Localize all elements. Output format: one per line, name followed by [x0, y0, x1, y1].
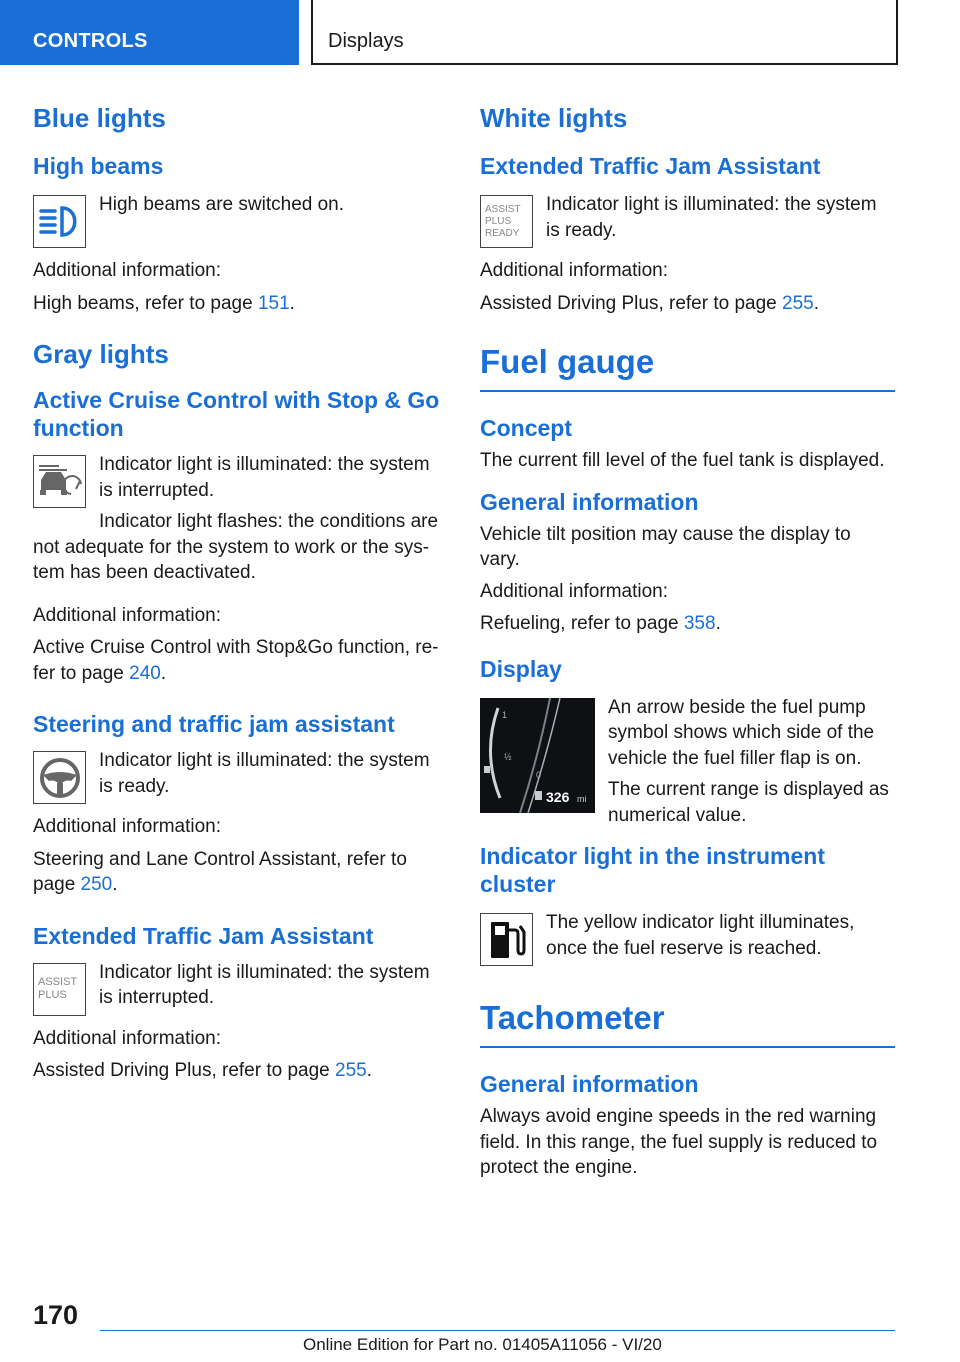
general-info-text: Vehicle tilt position may cause the display to vary.: [480, 523, 851, 570]
gauge-mark-1: 1: [502, 709, 508, 720]
etja-white-ref: Assisted Driving Plus, refer to page 255.: [480, 292, 820, 314]
high-beams-ref: High beams, refer to page 151.: [33, 292, 295, 314]
display-heading: Display: [480, 655, 562, 682]
display-item: [480, 695, 895, 829]
chapter-tab: [311, 0, 898, 65]
high-beams-text: High beams are switched on.: [99, 194, 345, 215]
left-column: [33, 100, 443, 1084]
etja-gray-item: [33, 960, 443, 1022]
etja-white-add-info: Additional information:: [480, 260, 668, 281]
page-link-255[interactable]: 255: [335, 1060, 367, 1081]
page-link-151[interactable]: 151: [257, 292, 290, 314]
cruise-control-icon: [33, 455, 86, 508]
gauge-mark-half: ½: [504, 751, 512, 762]
etja-gray-text: Indicator light is illuminated: the system is interrupted.: [99, 961, 430, 1008]
acc-ref: Active Cruise Control with Stop&Go function, re-fer to page 240.: [33, 637, 439, 684]
steering-wheel-icon: [33, 751, 86, 804]
high-beams-heading: High beams: [33, 153, 164, 179]
acc-heading: Active Cruise Control with Stop & Go function: [33, 387, 440, 441]
concept-text: The current fill level of the fuel tank is displayed.: [480, 450, 885, 471]
etja-heading-white: Extended Traffic Jam Assistant: [480, 153, 821, 179]
display-text-2: The current range is displayed as numerical value.: [608, 779, 889, 826]
gray-lights-heading: Gray lights: [33, 339, 169, 369]
high-beams-item: [33, 192, 443, 254]
acc-add-info: Additional information:: [33, 604, 221, 626]
high-beams-add-info: Additional information:: [33, 260, 221, 281]
fuel-gauge-photo: [480, 698, 595, 813]
etja-white-text: Indicator light is illuminated: the system is ready.: [546, 194, 877, 241]
section-label: CONTROLS: [33, 30, 148, 52]
acc-item: [33, 452, 443, 586]
etja-white-item: [480, 192, 895, 254]
fuel-gauge-heading: Fuel gauge: [480, 340, 895, 392]
page-number: 170: [33, 1300, 79, 1330]
steering-ref: Steering and Lane Control Assistant, refer to page 250.: [33, 848, 407, 895]
range-value: 326: [546, 788, 570, 805]
range-unit: mi: [577, 793, 587, 804]
fuel-pump-icon: [480, 913, 533, 966]
steering-text: Indicator light is illuminated: the system is ready.: [99, 750, 430, 797]
indicator-item: [480, 910, 895, 972]
concept-heading: Concept: [480, 415, 572, 441]
assist-plus-ready-icon: ASSIST PLUS READY: [480, 195, 533, 248]
page-link-255[interactable]: 255: [782, 292, 814, 314]
blue-lights-heading: Blue lights: [33, 103, 166, 133]
tachometer-heading: Tachometer: [480, 996, 895, 1048]
general-info-heading: General information: [480, 488, 699, 515]
steering-add-info: Additional information:: [33, 816, 221, 837]
etja-heading-gray: Extended Traffic Jam Assistant: [33, 922, 374, 949]
white-lights-heading: White lights: [480, 103, 628, 133]
refueling-ref: Refueling, refer to page 358.: [480, 613, 721, 634]
indicator-heading: Indicator light in the instrument cluster: [480, 843, 825, 897]
page-link-358[interactable]: 358: [683, 613, 716, 634]
tacho-general-heading: General information: [480, 1071, 699, 1097]
general-add-info: Additional information:: [480, 580, 668, 602]
steering-item: [33, 748, 443, 810]
steering-heading: Steering and traffic jam assistant: [33, 711, 395, 737]
chapter-label: Displays: [328, 30, 404, 52]
etja-gray-add-info: Additional information:: [33, 1027, 221, 1049]
tacho-general-text: Always avoid engine speeds in the red warning field. In this range, the fuel supply is reduced to protect the engine.: [480, 1106, 878, 1178]
indicator-text: The yellow indicator light illuminates, once the fuel reserve is reached.: [546, 912, 855, 959]
footer-rule: [100, 1330, 895, 1331]
page-link-250[interactable]: 250: [80, 874, 113, 895]
page-link-240[interactable]: 240: [129, 662, 161, 684]
display-text-1: An arrow beside the fuel pump symbol shows which side of the vehicle the fuel filler flap is on.: [608, 696, 875, 769]
section-tab: [0, 0, 299, 65]
assist-plus-icon: ASSIST PLUS: [33, 963, 86, 1016]
edition-text: Online Edition for Part no. 01405A11056 - VI/20: [303, 1335, 662, 1354]
high-beam-icon: [33, 195, 86, 248]
etja-gray-ref: Assisted Driving Plus, refer to page 255.: [33, 1060, 373, 1081]
acc-text-2: Indicator light flashes: the conditions are not adequate for the system to work or the sys-tem has been deactivated.: [33, 511, 439, 583]
right-column: [480, 100, 895, 1181]
gauge-mark-0: 0: [536, 769, 542, 780]
acc-text-1: Indicator light is illuminated: the system is interrupted.: [99, 454, 430, 501]
